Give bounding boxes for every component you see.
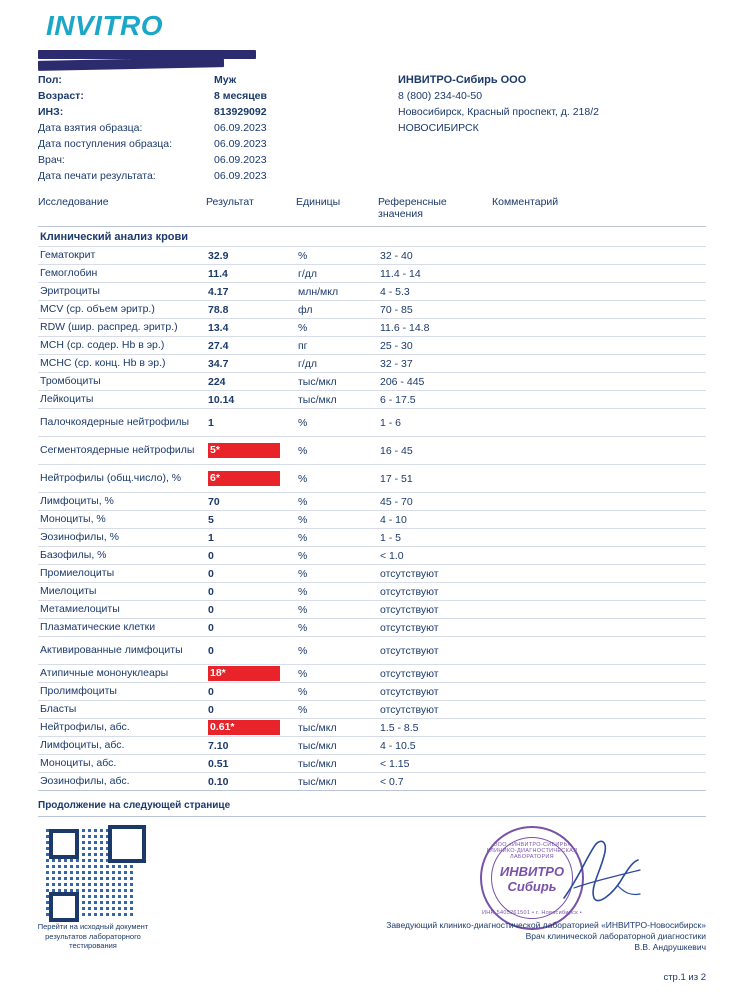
patient-info: [38, 52, 390, 184]
field-label: Дата взятия образца:: [38, 122, 143, 134]
table-row: [38, 664, 706, 682]
abnormal-flag: 5*: [208, 443, 280, 458]
signature-line-1: Заведующий клинико-диагностической лабораторией «ИНВИТРО-Новосибирск»: [386, 920, 706, 930]
row-test: Лейкоциты: [40, 393, 94, 405]
stamp-micro-top: ООО «ИНВИТРО-СИБИРЬ» КЛИНИКО-ДИАГНОСТИЧЕСКАЯ ЛАБОРАТОРИЯ: [486, 842, 578, 860]
row-test: MCV (ср. объем эритр.): [40, 303, 155, 315]
row-test: Эозинофилы, %: [40, 531, 119, 543]
table-row: [38, 390, 706, 408]
col-header-reference-line1: Референсные: [378, 196, 447, 208]
row-result: 0: [208, 585, 214, 598]
handwritten-signature: [560, 836, 646, 912]
row-test: Нейтрофилы, абс.: [40, 721, 130, 733]
col-header-units: Единицы: [296, 196, 341, 208]
patient-field-row: [38, 152, 390, 168]
row-reference: 17 - 51: [380, 472, 413, 485]
col-header-reference: [378, 196, 492, 220]
table-row: [38, 264, 706, 282]
patient-field-row: [38, 104, 390, 120]
row-test: Миелоциты: [40, 585, 97, 597]
lab-city: НОВОСИБИРСК: [398, 122, 479, 134]
row-test: Лимфоциты, %: [40, 495, 114, 507]
field-value: 06.09.2023: [214, 138, 267, 150]
row-result: 27.4: [208, 339, 229, 352]
row-reference: 6 - 17.5: [380, 393, 416, 406]
table-row: [38, 318, 706, 336]
row-reference: < 1.0: [380, 549, 404, 562]
col-header-reference-line2: значения: [378, 208, 423, 220]
field-value: 8 месяцев: [214, 90, 267, 102]
row-result: [208, 666, 298, 681]
row-result: 10.14: [208, 393, 235, 406]
row-reference: 16 - 45: [380, 444, 413, 457]
table-row: [38, 618, 706, 636]
header-block: [38, 52, 706, 184]
patient-field-row: [38, 120, 390, 136]
page-number: стр.1 из 2: [663, 972, 706, 983]
row-units: %: [298, 444, 308, 457]
stamp-line-1: ИНВИТРО: [499, 864, 565, 879]
row-test: Базофилы, %: [40, 549, 107, 561]
row-reference: 1 - 5: [380, 531, 402, 544]
row-units: %: [298, 585, 308, 598]
row-reference: 11.6 - 14.8: [380, 321, 430, 334]
table-row: [38, 700, 706, 718]
row-test: Метамиелоциты: [40, 603, 120, 615]
table-row: [38, 464, 706, 492]
row-reference: 1 - 6: [380, 416, 402, 429]
table-row: [38, 582, 706, 600]
table-row: [38, 636, 706, 664]
row-units: %: [298, 549, 308, 562]
signature-line-2: Врач клинической лабораторной диагностики: [525, 931, 706, 941]
table-row: [38, 510, 706, 528]
field-value: 06.09.2023: [214, 170, 267, 182]
table-row: [38, 492, 706, 510]
row-result: 0: [208, 644, 214, 657]
lab-info: [390, 52, 706, 184]
patient-field-row: [38, 88, 390, 104]
table-row: [38, 564, 706, 582]
row-test: Нейтрофилы (общ.число), %: [40, 472, 182, 484]
row-units: %: [298, 603, 308, 616]
row-result: 7.10: [208, 739, 229, 752]
table-row: [38, 436, 706, 464]
table-row: [38, 300, 706, 318]
row-test: Атипичные мононуклеары: [40, 667, 169, 679]
row-units: тыс/мкл: [298, 775, 337, 788]
row-reference: отсутствуют: [380, 621, 439, 634]
table-row: [38, 282, 706, 300]
signature-line-3: В.В. Андрушкевич: [634, 942, 706, 952]
row-test: Палочкоядерные нейтрофилы: [40, 416, 190, 428]
row-reference: отсутствуют: [380, 585, 439, 598]
field-value: 06.09.2023: [214, 154, 267, 166]
table-row: [38, 528, 706, 546]
row-result: 0: [208, 603, 214, 616]
table-row: [38, 246, 706, 264]
lab-address: Новосибирск, Красный проспект, д. 218/2: [398, 106, 599, 118]
row-result: 0: [208, 549, 214, 562]
row-reference: 25 - 30: [380, 339, 413, 352]
col-header-test: Исследование: [38, 196, 109, 208]
row-reference: 206 - 445: [380, 375, 425, 388]
row-units: %: [298, 567, 308, 580]
row-units: тыс/мкл: [298, 757, 337, 770]
qr-code[interactable]: [44, 824, 138, 918]
field-label: Врач:: [38, 154, 65, 166]
row-result: 13.4: [208, 321, 229, 334]
signature-block: [338, 920, 706, 953]
table-row: [38, 682, 706, 700]
row-result: 78.8: [208, 303, 229, 316]
row-result: [208, 443, 298, 458]
row-units: %: [298, 703, 308, 716]
row-units: фл: [298, 303, 313, 316]
field-label: ИНЗ:: [38, 106, 64, 118]
row-result: 0: [208, 567, 214, 580]
row-units: %: [298, 472, 308, 485]
row-result: 11.4: [208, 267, 228, 280]
stamp-micro-bottom: ИНН 5405261501 • г. Новосибирск •: [482, 910, 582, 916]
row-result: 34.7: [208, 357, 229, 370]
row-reference: отсутствуют: [380, 567, 439, 580]
row-reference: 32 - 37: [380, 357, 413, 370]
results-table: [38, 196, 706, 791]
qr-caption: Перейти на исходный документ результатов лабораторного тестирования: [37, 922, 149, 950]
row-reference: < 0.7: [380, 775, 404, 788]
row-units: г/дл: [298, 267, 318, 280]
patient-field-row: [38, 168, 390, 184]
row-reference: 11.4 - 14: [380, 267, 421, 280]
table-row: [38, 718, 706, 736]
invitro-logo: [46, 10, 163, 42]
row-result: 4.17: [208, 285, 229, 298]
row-units: млн/мкл: [298, 285, 339, 298]
patient-field-row: [38, 72, 390, 88]
lab-name: ИНВИТРО-Сибирь ООО: [398, 74, 527, 86]
row-reference: 4 - 5.3: [380, 285, 410, 298]
row-test: Гематокрит: [40, 249, 96, 261]
row-result: [208, 720, 298, 735]
row-result: 0.51: [208, 757, 229, 770]
abnormal-flag: 18*: [208, 666, 280, 681]
stamp-line-2: Сибирь: [507, 879, 557, 894]
row-test: Пролимфоциты: [40, 685, 117, 697]
row-test: Моноциты, абс.: [40, 757, 117, 769]
continuation-note: Продолжение на следующей странице: [38, 800, 231, 811]
row-reference: отсутствуют: [380, 685, 439, 698]
row-result: 0: [208, 703, 214, 716]
row-test: Бласты: [40, 703, 77, 715]
section-title: Клинический анализ крови: [40, 231, 189, 243]
lab-phone: 8 (800) 234-40-50: [398, 90, 483, 102]
row-units: %: [298, 513, 308, 526]
row-reference: 45 - 70: [380, 495, 413, 508]
row-reference: отсутствуют: [380, 644, 439, 657]
row-reference: 1.5 - 8.5: [380, 721, 419, 734]
row-units: %: [298, 685, 308, 698]
row-test: Моноциты, %: [40, 513, 106, 525]
row-reference: 70 - 85: [380, 303, 413, 316]
row-result: 1: [208, 416, 214, 429]
row-units: %: [298, 621, 308, 634]
row-test: Промиелоциты: [40, 567, 115, 579]
row-units: пг: [298, 339, 308, 352]
row-units: %: [298, 531, 308, 544]
row-test: RDW (шир. распред. эритр.): [40, 321, 178, 333]
table-row: [38, 372, 706, 390]
field-value: 813929092: [214, 106, 267, 118]
row-reference: отсутствуют: [380, 667, 439, 680]
field-label: Пол:: [38, 74, 62, 86]
abnormal-flag: 0.61*: [208, 720, 280, 735]
row-reference: 32 - 40: [380, 249, 413, 262]
field-label: Дата поступления образца:: [38, 138, 173, 150]
row-units: %: [298, 321, 308, 334]
row-test: Лимфоциты, абс.: [40, 739, 125, 751]
row-result: 0: [208, 685, 214, 698]
row-result: 0.10: [208, 775, 229, 788]
patient-field-row: [38, 136, 390, 152]
row-result: [208, 471, 298, 486]
footer-divider: [38, 816, 706, 817]
row-test: Эритроциты: [40, 285, 100, 297]
row-units: %: [298, 249, 308, 262]
row-result: 32.9: [208, 249, 229, 262]
row-result: 0: [208, 621, 214, 634]
table-row: [38, 754, 706, 772]
field-label: Дата печати результата:: [38, 170, 156, 182]
row-result: 224: [208, 375, 226, 388]
row-units: тыс/мкл: [298, 721, 337, 734]
row-test: MCHC (ср. конц. Hb в эр.): [40, 357, 166, 369]
field-label: Возраст:: [38, 90, 84, 102]
row-reference: отсутствуют: [380, 703, 439, 716]
row-result: 70: [208, 495, 220, 508]
row-units: %: [298, 644, 308, 657]
row-test: MCH (ср. содер. Hb в эр.): [40, 339, 165, 351]
table-row: [38, 600, 706, 618]
col-header-result: Результат: [206, 196, 254, 208]
row-test: Сегментоядерные нейтрофилы: [40, 444, 195, 456]
row-reference: отсутствуют: [380, 603, 439, 616]
row-result: 1: [208, 531, 214, 544]
logo-text: INVITRO: [46, 10, 164, 41]
field-value: 06.09.2023: [214, 122, 267, 134]
field-value: Муж: [214, 74, 237, 86]
table-row: [38, 408, 706, 436]
row-units: тыс/мкл: [298, 375, 337, 388]
row-units: тыс/мкл: [298, 739, 337, 752]
row-units: %: [298, 495, 308, 508]
row-test: Тромбоциты: [40, 375, 101, 387]
row-test: Плазматические клетки: [40, 621, 156, 633]
col-header-comment: Комментарий: [492, 196, 559, 208]
table-row: [38, 546, 706, 564]
row-reference: < 1.15: [380, 757, 410, 770]
row-units: %: [298, 667, 308, 680]
row-result: 5: [208, 513, 214, 526]
row-test: Гемоглобин: [40, 267, 98, 279]
table-row: [38, 354, 706, 372]
table-row: [38, 336, 706, 354]
row-units: г/дл: [298, 357, 318, 370]
table-row: [38, 736, 706, 754]
table-header-row: [38, 196, 706, 224]
row-test: Эозинофилы, абс.: [40, 775, 130, 787]
table-bottom-divider: [38, 790, 706, 791]
row-reference: 4 - 10: [380, 513, 407, 526]
row-units: тыс/мкл: [298, 393, 337, 406]
row-test: Активированные лимфоциты: [40, 644, 183, 656]
row-units: %: [298, 416, 308, 429]
row-reference: 4 - 10.5: [380, 739, 416, 752]
table-row: [38, 772, 706, 790]
abnormal-flag: 6*: [208, 471, 280, 486]
